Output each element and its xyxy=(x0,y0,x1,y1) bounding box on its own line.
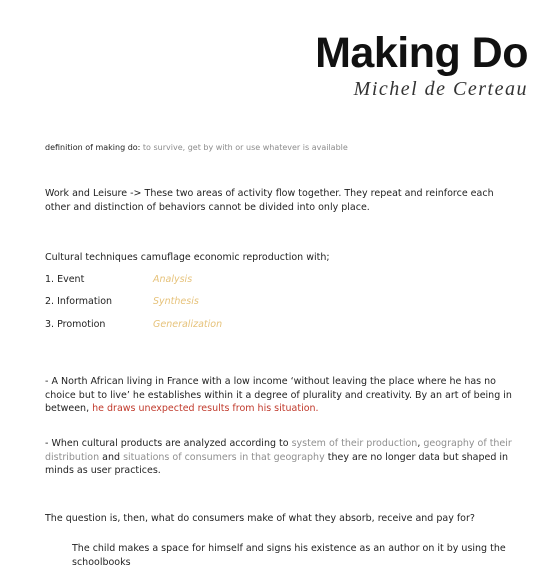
list-item xyxy=(45,273,193,286)
list-item xyxy=(45,295,199,308)
north-african-paragraph xyxy=(45,375,515,416)
north-african-text: - A North African living in France with a low income ‘without leaving the place where he has no choice but to live’ he establishes within it a degree of plurality and creativity. By an art of being in between, xyxy=(45,376,512,415)
cultural-products-term-consumers: situations of consumers in that geography xyxy=(123,451,325,463)
list-item-label: 2. Information xyxy=(45,296,113,307)
cultural-products-lead: - When cultural products are analyzed according to xyxy=(45,438,289,449)
cultural-products-separator: , xyxy=(417,438,421,449)
page-title: Making Do xyxy=(315,29,528,77)
definition-term: definition of making do: xyxy=(45,143,141,152)
cultural-products-term-production: system of their production xyxy=(291,438,418,449)
child-paragraph: The child makes a space for himself and signs his existence as an author on it by using the schoolbooks xyxy=(72,543,506,568)
north-african-highlight: he draws unexpected results from his situation. xyxy=(92,403,319,415)
cultural-products-conjunction: and xyxy=(102,451,121,463)
work-leisure-paragraph: Work and Leisure -> These two areas of activity flow together. They repeat and reinforce each other and distinction of behaviors cannot be divided into only place. xyxy=(45,188,494,213)
definition-line xyxy=(45,142,348,154)
cultural-products-paragraph xyxy=(45,437,515,478)
list-item-label: 1. Event xyxy=(45,274,85,285)
cultural-products-term-distribution: geography of their distribution xyxy=(45,438,512,463)
list-item-note: Generalization xyxy=(153,319,223,330)
cultural-products-tail: they are no longer data but shaped in minds as user practices. xyxy=(45,451,509,477)
author-name: Michel de Certeau xyxy=(353,78,528,100)
definition-text: to survive, get by with or use whatever is available xyxy=(142,143,348,152)
list-item-note: Analysis xyxy=(153,274,193,285)
list-item-label: 3. Promotion xyxy=(45,319,106,330)
question-paragraph: The question is, then, what do consumers make of what they absorb, receive and pay for? xyxy=(45,513,475,524)
list-item xyxy=(45,318,223,331)
list-item-note: Synthesis xyxy=(153,296,199,307)
cultural-techniques-intro: Cultural techniques camuflage economic reproduction with; xyxy=(45,252,330,263)
